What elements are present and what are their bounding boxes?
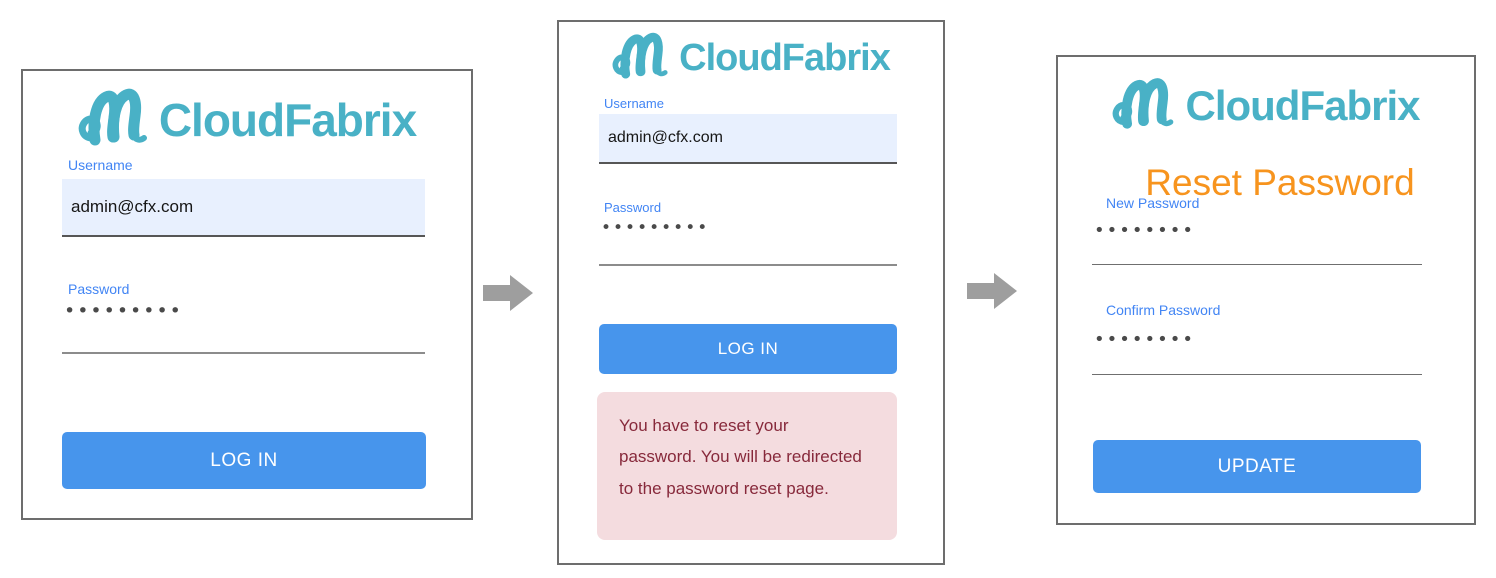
reset-password-title: Reset Password	[1145, 162, 1415, 203]
arrow-right-icon	[967, 272, 1017, 315]
cloudfabrix-logo	[23, 85, 471, 155]
password-label: Password	[604, 200, 662, 215]
brand-wordmark: CloudFabrix	[679, 36, 890, 79]
brand-wordmark: CloudFabrix	[158, 94, 417, 146]
arrow-right-icon	[483, 274, 533, 317]
password-underline	[599, 264, 897, 266]
password-reset-alert: You have to reset your password. You will be redirected to the password reset page.	[597, 392, 897, 540]
reset-password-panel	[1056, 55, 1476, 525]
new-password-label: New Password	[1106, 195, 1200, 211]
cloudfabrix-logo-icon	[78, 85, 150, 155]
password-input[interactable]: •••••••••	[64, 300, 183, 322]
login-button[interactable]: LOG IN	[62, 432, 426, 489]
update-button[interactable]: UPDATE	[1093, 440, 1421, 493]
login-button[interactable]: LOG IN	[599, 324, 897, 374]
password-label: Password	[68, 281, 130, 297]
username-label: Username	[68, 157, 133, 173]
confirm-password-label: Confirm Password	[1106, 302, 1221, 318]
username-label: Username	[604, 96, 664, 111]
new-password-underline	[1092, 264, 1422, 265]
login-panel-with-alert	[557, 20, 945, 565]
password-underline	[62, 352, 425, 354]
login-panel	[21, 69, 473, 520]
username-value: admin@cfx.com	[608, 129, 723, 146]
cloudfabrix-logo	[559, 30, 943, 86]
password-input[interactable]: •••••••••	[601, 218, 710, 238]
cloudfabrix-logo	[1058, 75, 1474, 137]
confirm-password-input[interactable]: ••••••••	[1094, 329, 1195, 350]
confirm-password-underline	[1092, 374, 1422, 375]
cloudfabrix-logo-icon	[612, 30, 670, 86]
cloudfabrix-logo-icon	[1112, 75, 1176, 137]
username-input[interactable]	[599, 114, 897, 164]
brand-wordmark: CloudFabrix	[1185, 82, 1420, 129]
new-password-input[interactable]: ••••••••	[1094, 220, 1195, 241]
username-input[interactable]	[62, 179, 425, 237]
username-value: admin@cfx.com	[71, 197, 194, 216]
